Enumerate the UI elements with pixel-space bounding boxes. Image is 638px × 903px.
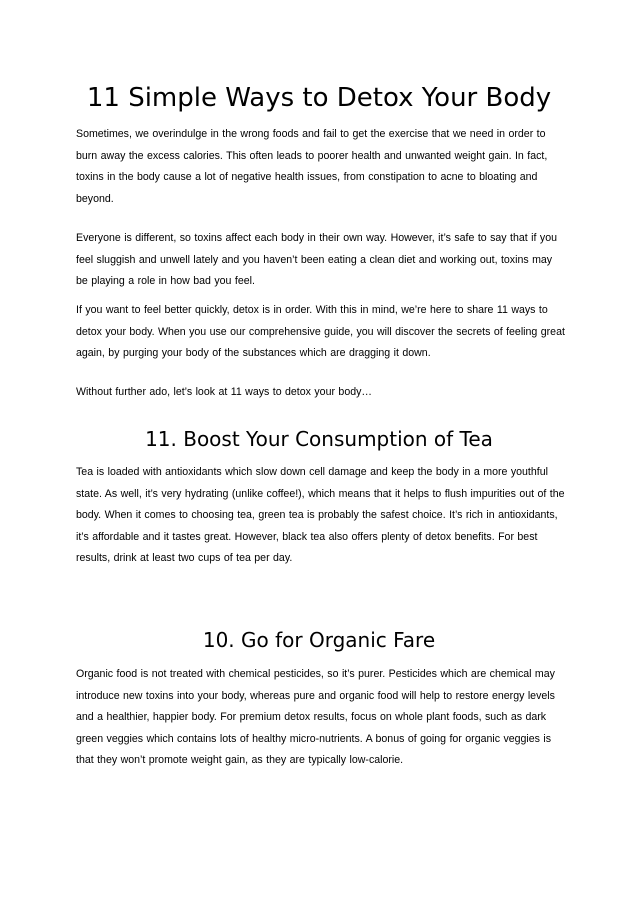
intro-paragraph-4: Without further ado, let’s look at 11 ways to detox your body… [76, 386, 372, 398]
document-title: 11 Simple Ways to Detox Your Body [86, 83, 552, 113]
section-heading-organic: 10. Go for Organic Fare [202, 628, 436, 652]
intro-paragraph-2: Everyone is different, so toxins affect each body in their own way. However, it’s safe to say that if you feel sluggish and unwell lately and you haven’t been eating a clean diet and working out, toxins may be playing a role in how bad you feel. [76, 232, 557, 287]
intro-paragraph-3: If you want to feel better quickly, detox is in order. With this in mind, we’re here to share 11 ways to detox your body. When you use our comprehensive guide, you will discover the secrets of feeling great again, by purging your body of the substances which are dragging it down. [76, 304, 565, 359]
section-body-organic: Organic food is not treated with chemical pesticides, so it’s purer. Pesticides which are chemical may introduce new toxins into your body, whereas pure and organic food will help to restore energy levels and a healthier, happier body. For premium detox results, focus on whole plant foods, such as dark green veggies which contains lots of healthy micro-nutrients. A bonus of going for organic veggies is that they won’t promote weight gain, as they are typically low-calorie. [76, 668, 555, 766]
section-body-tea: Tea is loaded with antioxidants which slow down cell damage and keep the body in a more youthful state. As well, it’s very hydrating (unlike coffee!), which means that it helps to flush impurities out of the body. When it comes to choosing tea, green tea is probably the safest choice. It’s rich in antioxidants, it’s affordable and it tastes great. However, black tea also offers plenty of detox benefits. For best results, drink at least two cups of tea per day. [76, 466, 565, 564]
intro-paragraph-1: Sometimes, we overindulge in the wrong foods and fail to get the exercise that we need in order to burn away the excess calories. This often leads to poorer health and unwanted weight gain. In fact, toxins in the body cause a lot of negative health issues, from constipation to acne to bloating and beyond. [76, 128, 548, 205]
section-heading-tea: 11. Boost Your Consumption of Tea [145, 427, 493, 451]
